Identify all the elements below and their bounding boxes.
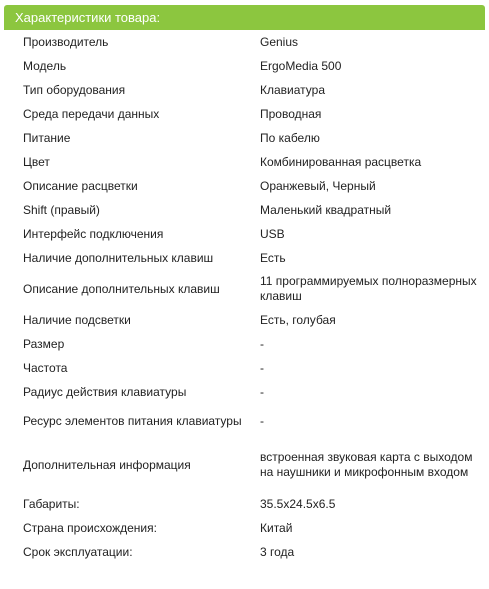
spec-row — [4, 332, 485, 356]
spec-value: - — [260, 384, 264, 399]
spec-row — [4, 540, 485, 564]
spec-row — [4, 246, 485, 270]
spec-name: Shift (правый) — [23, 202, 100, 217]
spec-row — [4, 356, 485, 380]
spec-row — [4, 404, 485, 438]
spec-row — [4, 222, 485, 246]
spec-name: Модель — [23, 58, 67, 73]
spec-name: Дополнительная информация — [23, 457, 191, 472]
spec-value: - — [260, 336, 264, 351]
spec-row — [4, 438, 485, 492]
spec-value: По кабелю — [260, 130, 320, 145]
spec-row — [4, 150, 485, 174]
spec-row — [4, 54, 485, 78]
spec-value: Есть — [260, 250, 286, 265]
spec-value: Genius — [260, 34, 299, 49]
spec-row — [4, 270, 485, 308]
spec-name: Частота — [23, 360, 68, 375]
spec-name: Тип оборудования — [23, 82, 126, 97]
spec-row — [4, 174, 485, 198]
spec-value: - — [260, 360, 264, 375]
spec-name: Страна происхождения: — [23, 520, 157, 535]
spec-name: Цвет — [23, 154, 50, 169]
spec-name: Питание — [23, 130, 71, 145]
spec-name: Среда передачи данных — [23, 106, 160, 121]
spec-value: Маленький квадратный — [260, 202, 392, 217]
specs-header — [4, 5, 485, 30]
spec-name: Интерфейс подключения — [23, 226, 164, 241]
spec-value: Проводная — [260, 106, 322, 121]
spec-row — [4, 102, 485, 126]
spec-name: Производитель — [23, 34, 109, 49]
spec-value: 11 программируемых полноразмерных клавиш — [260, 274, 477, 303]
spec-value: ErgoMedia 500 — [260, 58, 342, 73]
spec-name: Ресурс элементов питания клавиатуры — [23, 413, 242, 428]
spec-name: Размер — [23, 336, 65, 351]
spec-row — [4, 126, 485, 150]
spec-row — [4, 30, 485, 54]
spec-row — [4, 308, 485, 332]
spec-row — [4, 380, 485, 404]
spec-name: Радиус действия клавиатуры — [23, 384, 187, 399]
spec-row — [4, 78, 485, 102]
spec-name: Габариты: — [23, 496, 80, 511]
spec-value: Оранжевый, Черный — [260, 178, 376, 193]
spec-row — [4, 198, 485, 222]
specs-table — [4, 30, 485, 564]
spec-value: Комбинированная расцветка — [260, 154, 422, 169]
spec-value: 3 года — [260, 544, 295, 559]
spec-row — [4, 516, 485, 540]
spec-name: Срок эксплуатации: — [23, 544, 133, 559]
spec-value: - — [260, 413, 264, 428]
spec-value: 35.5x24.5x6.5 — [260, 496, 336, 511]
spec-value: USB — [260, 226, 285, 241]
spec-row — [4, 492, 485, 516]
specs-header-title: Характеристики товара: — [15, 10, 161, 25]
spec-name: Описание расцветки — [23, 178, 138, 193]
spec-value: Есть, голубая — [260, 312, 336, 327]
spec-name: Наличие подсветки — [23, 312, 131, 327]
product-specs-panel — [4, 5, 485, 564]
spec-name: Наличие дополнительных клавиш — [23, 250, 214, 265]
spec-value: Клавиатура — [260, 82, 325, 97]
spec-name: Описание дополнительных клавиш — [23, 281, 220, 296]
spec-value: Китай — [260, 520, 293, 535]
spec-value: встроенная звуковая карта с выходом на наушники и микрофонным входом — [260, 450, 473, 479]
